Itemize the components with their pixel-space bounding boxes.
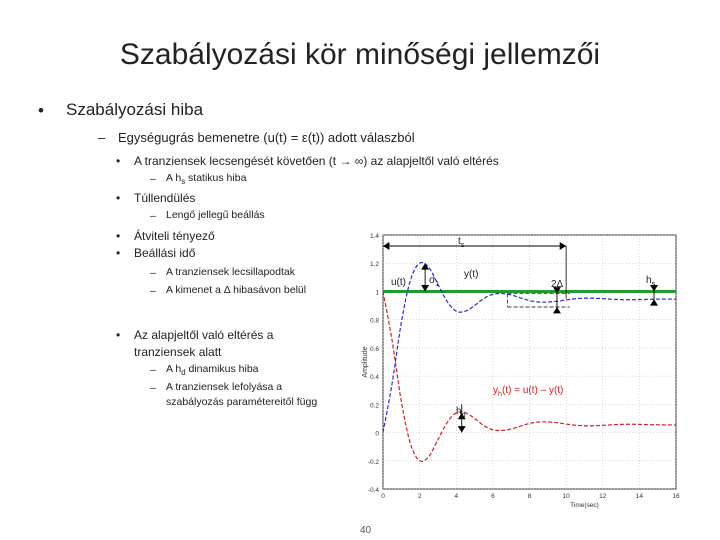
y-axis-label: Amplitude — [362, 346, 369, 378]
y-tick-label: 1 — [375, 289, 379, 297]
y-tick-label: 0.4 — [369, 374, 379, 382]
x-tick-label: 10 — [562, 493, 570, 500]
hs-label: $h_s$ — [646, 275, 656, 288]
sub-dinamikus-hiba: A $h_d$ dinamikus hiba — [166, 363, 259, 378]
yh-label: $y_h(t) = u(t) - y(t)$ — [493, 385, 564, 398]
bullet-marker: • — [116, 246, 121, 260]
x-tick-label: 16 — [672, 493, 680, 500]
x-tick-label: 14 — [635, 493, 643, 500]
u-label: u(t) — [391, 277, 406, 288]
bullet-marker: • — [38, 101, 44, 120]
sub-kimenet-hibasavon: A kimenet a Δ hibasávon belül — [166, 284, 307, 296]
bullet-marker: • — [116, 229, 121, 243]
sub-tranziensek-lecsillapodtak: A tranziensek lecsillapodtak — [166, 266, 295, 278]
y-tick-label: 0.8 — [369, 317, 379, 325]
hd-label: $h_d$ — [456, 406, 466, 419]
sub-tranziensek-lefolyasa-line2: szabályozás paramétereitől függ — [166, 396, 318, 408]
bullet-atviteli-tenyezo: Átviteli tényező — [134, 229, 215, 243]
dash-marker: – — [98, 130, 106, 145]
x-tick-label: 4 — [454, 493, 459, 500]
dash-marker: – — [150, 210, 156, 222]
bullet-marker: • — [116, 191, 121, 205]
sub-tranziensek-lefolyasa-line1: A tranziensek lefolyása a — [166, 381, 283, 393]
x-tick-label: 8 — [527, 493, 532, 500]
dash-marker: – — [150, 285, 156, 297]
x-tick-label: 2 — [417, 493, 422, 500]
bullet-alapjeltol-elteres-line1: Az alapjeltől való eltérés a — [134, 328, 274, 342]
x-tick-label: 6 — [491, 493, 495, 500]
dash-marker: – — [150, 267, 156, 279]
ts-label: $t_s$ — [458, 236, 465, 249]
bullet-egysegugras: Egységugrás bemenetre (u(t) = ε(t)) adott válaszból — [118, 130, 415, 145]
slide-title: Szabályozási kör minőségi jellemzői — [119, 38, 601, 71]
y-tick-label: -0.2 — [367, 458, 379, 466]
y-label: y(t) — [464, 269, 479, 280]
y-tick-label: 0.6 — [369, 345, 379, 353]
bullet-tullendules: Túllendülés — [134, 191, 196, 205]
y-tick-label: 1.4 — [369, 233, 379, 240]
bullet-szabalyozasi-hiba: Szabályozási hiba — [66, 100, 204, 119]
sub-lengo-jellegu: Lengő jellegű beállás — [166, 209, 265, 221]
bullet-beallasi-ido: Beállási idő — [134, 246, 196, 260]
y-tick-label: 1.2 — [369, 261, 379, 269]
x-tick-label: 12 — [599, 493, 607, 500]
bullet-alapjeltol-elteres-line2: tranziensek alatt — [134, 345, 222, 359]
y-tick-label: 0 — [375, 430, 379, 438]
y-tick-label: 0.2 — [369, 402, 379, 410]
bullet-marker: • — [116, 154, 121, 168]
x-tick-label: 0 — [381, 493, 385, 500]
page-number: 40 — [360, 525, 372, 536]
dash-marker: – — [150, 173, 156, 185]
delta-label: 2Δ — [551, 279, 564, 290]
dash-marker: – — [150, 364, 156, 376]
bullet-tranziensek-lecsengese: A tranziensek lecsengését követően (t → ∞) az alapjeltől való eltérés — [134, 154, 499, 168]
x-axis-label: Time(sec) — [570, 502, 599, 509]
sigma-label: $\sigma_1$ — [429, 275, 440, 288]
dash-marker: – — [150, 382, 156, 394]
bullet-marker: • — [116, 328, 121, 342]
y-tick-label: -0.4 — [367, 487, 379, 494]
sub-statikus-hiba: A $h_s$ statikus hiba — [166, 172, 247, 187]
